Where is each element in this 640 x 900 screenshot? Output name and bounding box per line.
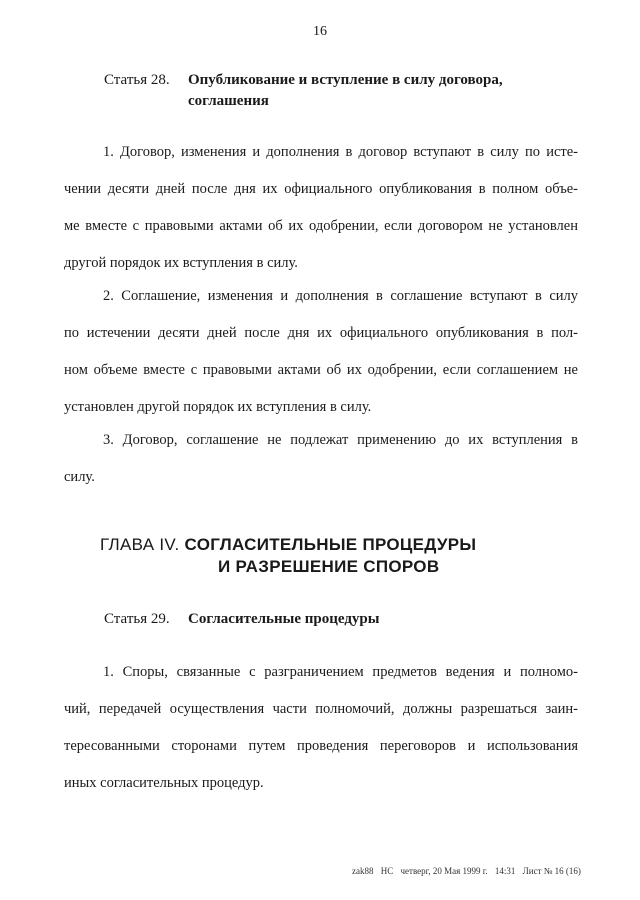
chapter-title: СОГЛАСИТЕЛЬНЫЕ ПРОЦЕДУРЫ (184, 535, 477, 554)
article-28-heading (104, 70, 604, 112)
paragraph-line: силу. (64, 469, 95, 485)
paragraph-line: чении десяти дней после дня их официального опубликования в полном объе- (64, 181, 578, 197)
article-29-number: Статья 29. (104, 611, 170, 627)
footer-date: четверг, 20 Мая 1999 г. (400, 866, 488, 876)
article-28-title: Опубликование и вступление в силу договора, (188, 72, 503, 88)
paragraph-line: по истечении десяти дней после дня их официального опубликования в пол- (64, 325, 578, 341)
paragraph-line: иных согласительных процедур. (64, 775, 264, 791)
page-footer (352, 866, 586, 876)
paragraph-line: ном объеме вместе с правовыми актами об их одобрении, если соглашением не (64, 362, 578, 378)
paragraph-line: 2. Соглашение, изменения и дополнения в соглашение вступают в силу (103, 288, 578, 304)
paragraph-line: другой порядок их вступления в силу. (64, 255, 298, 271)
paragraph-line: чий, передачей осуществления части полномочий, должны разрешаться заин- (64, 701, 578, 717)
article-28-title-continued: соглашения (188, 93, 269, 109)
paragraph-line: установлен другой порядок их вступления в силу. (64, 399, 372, 415)
chapter-title-continued: И РАЗРЕШЕНИЕ СПОРОВ (218, 557, 440, 576)
article-29-paragraph-1 (64, 654, 578, 802)
page-number: 16 (313, 24, 327, 39)
paragraph-line: 1. Договор, изменения и дополнения в договор вступают в силу по исте- (103, 144, 578, 160)
paragraph-line: 1. Споры, связанные с разграничением предметов ведения и полномо- (103, 664, 578, 680)
paragraph-line: ме вместе с правовыми актами об их одобрении, если договором не установлен (64, 218, 578, 234)
article-28-paragraph-3 (64, 422, 578, 496)
article-29-heading (104, 609, 604, 630)
footer-code: НС (380, 866, 394, 876)
article-29-title: Согласительные процедуры (188, 611, 380, 627)
footer-sheet: Лист № 16 (16) (522, 866, 581, 876)
footer-file: zak88 (352, 866, 374, 876)
article-28-paragraph-1 (64, 134, 578, 282)
paragraph-line: тересованными сторонами путем проведения переговоров и использования (64, 738, 578, 754)
article-28-number: Статья 28. (104, 72, 170, 88)
footer-time: 14:31 (494, 866, 516, 876)
chapter-number: ГЛАВА IV. (100, 535, 180, 554)
article-28-paragraph-2 (64, 278, 578, 426)
chapter-heading (100, 534, 476, 578)
paragraph-line: 3. Договор, соглашение не подлежат применению до их вступления в (103, 432, 578, 448)
